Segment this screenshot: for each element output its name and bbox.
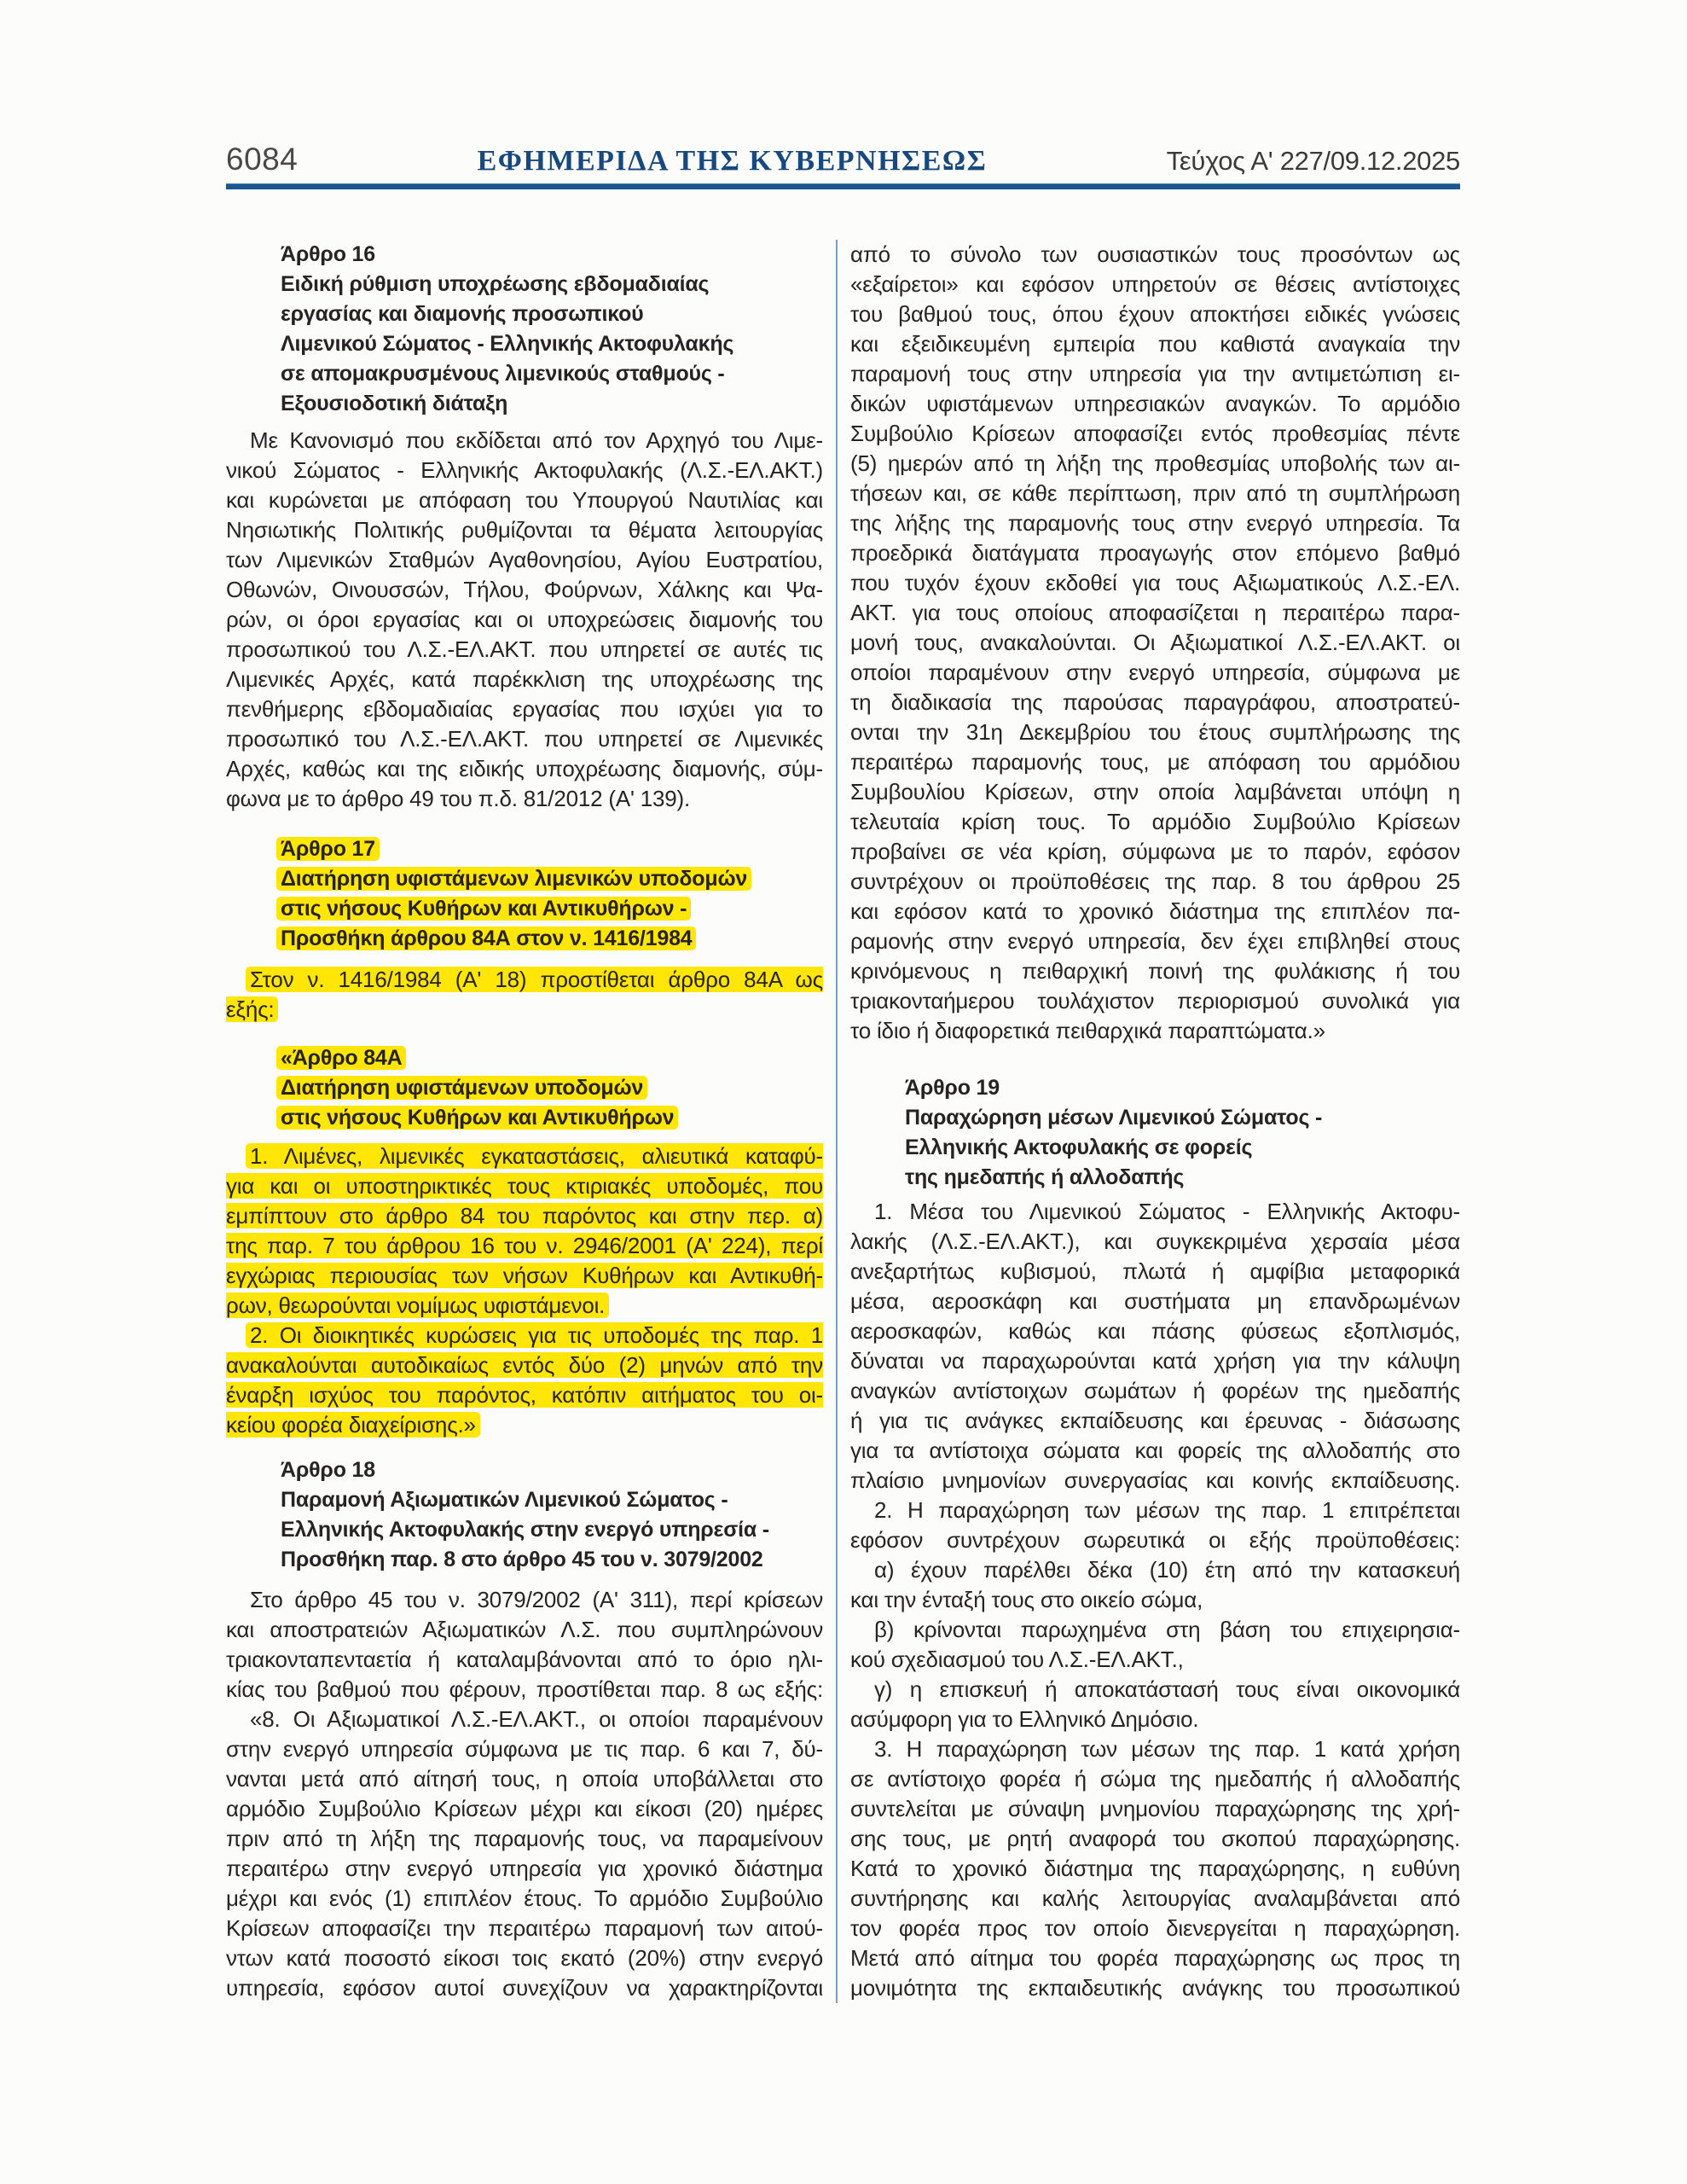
text-line: κείου φορέα διαχείρισης.» xyxy=(226,1412,476,1438)
text-line: λακής (Λ.Σ.-ΕΛ.ΑΚΤ.), και συγκεκριμένα χερσαία μέσα xyxy=(850,1228,1460,1254)
text-line: εφόσον συντρέχουν σωρευτικά οι εξής προϋποθέσεις: xyxy=(850,1527,1460,1553)
text-line: εγχώριας περιουσίας των νήσων Κυθήρων και Αντικυθή- xyxy=(226,1263,823,1288)
text-line: Με Κανονισμό που εκδίδεται από τον Αρχηγό του Λιμε- xyxy=(250,427,823,453)
text-line: μέσα, αεροσκάφη και συστήματα μη επανδρωμένων xyxy=(850,1288,1460,1314)
heading-line: Άρθρο 16 xyxy=(281,242,375,266)
paragraph xyxy=(226,965,823,1025)
text-line: ανακαλούνται αυτοδικαίως εντός δύο (2) μηνών από την xyxy=(226,1352,823,1378)
paragraph xyxy=(226,1585,823,2003)
heading-line: Παραχώρηση μέσων Λιμενικού Σώματος - xyxy=(905,1106,1323,1130)
paragraph xyxy=(850,1197,1460,2003)
heading-line: «Άρθρο 84Α xyxy=(281,1046,403,1070)
heading-line: Προσθήκη παρ. 8 στο άρθρο 45 του ν. 3079/2002 xyxy=(281,1548,763,1571)
text-line: και κυρώνεται με απόφαση του Υπουργού Ναυτιλίας και xyxy=(226,487,823,513)
text-line: και αποστρατειών Αξιωματικών Λ.Σ. που συμπληρώνουν xyxy=(226,1617,823,1642)
text-line: στην ενεργό υπηρεσία σύμφωνα με τις παρ. 6 και 7, δύ- xyxy=(226,1736,823,1762)
paragraph xyxy=(226,426,823,814)
paragraph xyxy=(226,1141,823,1321)
text-line: τήσεων και, σε κάθε περίπτωση, πριν από τη συμπλήρωση xyxy=(850,480,1460,506)
text-line: ονται την 31η Δεκεμβρίου του έτους συμπλήρωσης της xyxy=(850,719,1460,745)
article-heading xyxy=(226,240,823,419)
text-line: περαιτέρω στην ενεργό υπηρεσία για χρονικό διάστημα xyxy=(226,1856,823,1881)
text-line: ρων, θεωρούνται νομίμως υφιστάμενοι. xyxy=(226,1292,606,1318)
text-line: ρών, οι όροι εργασίας και οι υποχρεώσεις διαμονής του xyxy=(226,607,823,632)
text-line: «8. Οι Αξιωματικοί Λ.Σ.-ΕΛ.ΑΚΤ., οι οποίοι παραμένουν xyxy=(250,1706,823,1732)
text-line: περαιτέρω παραμονής τους, με απόφαση του αρμόδιου xyxy=(850,749,1460,775)
page-header xyxy=(226,142,1460,177)
text-line: ραμονής στην ενεργό υπηρεσία, δεν έχει επιβληθεί στους xyxy=(850,928,1460,954)
text-line: σης τους, με ρητή αναφορά του σκοπού παραχώρησης. xyxy=(850,1826,1460,1851)
text-line: ανεξαρτήτως κυβισμού, πλωτά ή αμφίβια μεταφορικά xyxy=(850,1258,1460,1284)
text-line: νανται μετά από αίτησή τους, η οποία υποβάλλεται στο xyxy=(226,1766,823,1792)
text-line: και εφόσον κατά το χρονικό διάστημα της επιπλέον πα- xyxy=(850,898,1460,924)
text-line: Λιμενικές Αρχές, κατά παρέκκλιση της υποχρέωσης της xyxy=(226,666,823,692)
heading-line: στις νήσους Κυθήρων και Αντικυθήρων - xyxy=(281,897,687,921)
text-line: α) έχουν παρέλθει δέκα (10) έτη από την κατασκευή xyxy=(874,1557,1460,1583)
text-line: μονή τους, ανακαλούνται. Οι Αξιωματικοί Λ.Σ.-ΕΛ.ΑΚΤ. οι xyxy=(850,630,1460,655)
text-line: συντρέχουν οι προϋποθέσεις της παρ. 8 του άρθρου 25 xyxy=(850,868,1460,894)
heading-line: Ελληνικής Ακτοφυλακής στην ενεργό υπηρεσία - xyxy=(281,1518,769,1542)
text-line: τελευταία κρίση τους. Το αρμόδιο Συμβούλιο Κρίσεων xyxy=(850,809,1460,834)
text-line: έναρξη ισχύος του παρόντος, κατόπιν αιτήματος του οι- xyxy=(226,1382,823,1408)
text-line: εξής: xyxy=(226,996,275,1022)
text-line: συντελείται με σύναψη μνημονίου παραχώρησης της χρή- xyxy=(850,1796,1460,1821)
text-line: προσωπικού του Λ.Σ.-ΕΛ.ΑΚΤ. που υπηρετεί σε αυτές τις xyxy=(226,636,823,662)
text-line: της παρ. 7 του άρθρου 16 του ν. 2946/2001 (Α' 224), περί xyxy=(226,1233,823,1258)
text-line: αεροσκαφών, καθώς και πάσης φύσεως εξοπλισμός, xyxy=(850,1318,1460,1344)
text-line: ΑΚΤ. για τους οποίους αποφασίζεται η περαιτέρω παρα- xyxy=(850,600,1460,625)
heading-line: της ημεδαπής ή αλλοδαπής xyxy=(905,1165,1185,1189)
left-column xyxy=(226,240,823,2003)
paragraph xyxy=(226,1321,823,1440)
text-line: της λήξης της παραμονής τους στην ενεργό υπηρεσία. Τα xyxy=(850,510,1460,536)
text-line: μέχρι και ενός (1) επιπλέον έτους. Το αρμόδιο Συμβούλιο xyxy=(226,1885,823,1911)
text-line: τριακονταπενταετία ή καταλαμβάνονται από το όριο ηλι- xyxy=(226,1647,823,1672)
text-line: δύναται να παραχωρούνται κατά χρήση για την κάλυψη xyxy=(850,1348,1460,1374)
text-line: πριν από τη λήξη της παραμονής τους, να παραμείνουν xyxy=(226,1826,823,1851)
heading-line: Άρθρο 17 xyxy=(281,837,375,861)
text-line: νικού Σώματος - Ελληνικής Ακτοφυλακής (Λ.Σ.-ΕΛ.ΑΚΤ.) xyxy=(226,457,823,483)
text-line: τη διαδικασία της παρούσας παραγράφου, αποστρατεύ- xyxy=(850,689,1460,715)
text-line: για και οι υποστηρικτικές τους κτιριακές υποδομές, που xyxy=(226,1173,823,1199)
text-line: Συμβούλιο Κρίσεων αποφασίζει εντός προθεσμίας πέντε xyxy=(850,421,1460,446)
heading-line: Παραμονή Αξιωματικών Λιμενικού Σώματος - xyxy=(281,1488,728,1512)
text-line: και εξειδικευμένη εμπειρία που καθιστά αναγκαία την xyxy=(850,331,1460,357)
text-line: γ) η επισκευή ή αποκατάστασή τους είναι οικονομικά xyxy=(874,1676,1460,1702)
heading-line: Ειδική ρύθμιση υποχρέωσης εβδομαδιαίας xyxy=(281,272,710,296)
text-line: για τα αντίστοιχα σώματα και φορείς της αλλοδαπής στο xyxy=(850,1438,1460,1463)
text-line: Νησιωτικής Πολιτικής ρυθμίζονται τα θέματα λειτουργίας xyxy=(226,517,823,543)
text-line: κρινόμενους η πειθαρχική ποινή της φυλάκισης ή του xyxy=(850,958,1460,984)
text-line: φωνα με το άρθρο 49 του π.δ. 81/2012 (Α' 139). xyxy=(226,786,691,811)
heading-line: Εξουσιοδοτική διάταξη xyxy=(281,392,508,415)
heading-line: Ελληνικής Ακτοφυλακής σε φορείς xyxy=(905,1136,1253,1159)
article-heading xyxy=(226,834,823,954)
text-line: δικών υφιστάμενων υπηρεσιακών αναγκών. Το αρμόδιο xyxy=(850,391,1460,416)
text-line: 3. Η παραχώρηση των μέσων της παρ. 1 κατά χρήση xyxy=(874,1736,1460,1762)
text-line: Κρίσεων αποφασίζει την περαιτέρω παραμονή των αιτού- xyxy=(226,1915,823,1941)
heading-line: Λιμενικού Σώματος - Ελληνικής Ακτοφυλακής xyxy=(281,332,734,356)
text-line: οποίοι παραμένουν στην ενεργό υπηρεσία, σύμφωνα με xyxy=(850,659,1460,685)
header-rule xyxy=(226,183,1460,189)
text-line: των Λιμενικών Σταθμών Αγαθονησίου, Αγίου Ευστρατίου, xyxy=(226,547,823,572)
text-line: 1. Λιμένες, λιμενικές εγκαταστάσεις, αλιευτικά καταφύ- xyxy=(250,1143,823,1169)
text-line: πενθήμερης εβδομαδιαίας εργασίας που ισχύει για το xyxy=(226,696,823,722)
text-line: που τυχόν έχουν εκδοθεί για τους Αξιωματικούς Λ.Σ.-ΕΛ. xyxy=(850,570,1460,595)
text-line: εμπίπτουν στο άρθρο 84 του παρόντος και στην περ. α) xyxy=(226,1203,823,1228)
text-line: αναγκών αντίστοιχων σωμάτων ή φορέων της ημεδαπής xyxy=(850,1378,1460,1403)
text-line: από το σύνολο των ουσιαστικών τους προσόντων ως xyxy=(850,241,1460,267)
text-line: προεδρικά διατάγματα προαγωγής στον επόμενο βαθμό xyxy=(850,540,1460,566)
text-line: ασύμφορη για το Ελληνικό Δημόσιο. xyxy=(850,1706,1199,1732)
text-line: 2. Οι διοικητικές κυρώσεις για τις υποδομές της παρ. 1 xyxy=(250,1322,823,1348)
text-line: σε αντίστοιχο φορέα ή σώμα της ημεδαπής ή αλλοδαπής xyxy=(850,1766,1460,1792)
text-line: 1. Μέσα του Λιμενικού Σώματος - Ελληνικής Ακτοφυ- xyxy=(874,1199,1460,1224)
page-number: 6084 xyxy=(226,142,299,177)
text-columns xyxy=(226,240,1460,2003)
heading-line: Άρθρο 18 xyxy=(281,1458,375,1482)
article-heading xyxy=(226,1455,823,1575)
text-line: του βαθμού τους, όπου έχουν αποκτήσει ειδικές γνώσεις xyxy=(850,301,1460,327)
text-line: Οθωνών, Οινουσσών, Τήλου, Φούρνων, Χάλκης και Ψα- xyxy=(226,577,823,602)
issue-info: Τεύχος Α' 227/09.12.2025 xyxy=(1166,146,1460,176)
text-line: 2. Η παραχώρηση των μέσων της παρ. 1 επιτρέπεται xyxy=(874,1497,1460,1523)
text-line: μονιμότητα της εκπαιδευτικής ανάγκης του προσωπικού xyxy=(850,1975,1460,2001)
article-heading xyxy=(850,1073,1460,1193)
article-heading xyxy=(226,1043,823,1133)
text-line: (5) ημερών από τη λήξη της προθεσμίας υποβολής των αι- xyxy=(850,450,1460,476)
text-line: προβαίνει σε νέα κρίση, σύμφωνα με το παρόν, εφόσον xyxy=(850,839,1460,864)
heading-line: σε απομακρυσμένους λιμενικούς σταθμούς - xyxy=(281,362,725,386)
text-line: αρμόδιο Συμβούλιο Κρίσεων μέχρι και είκοσι (20) ημέρες xyxy=(226,1796,823,1821)
text-line: Στο άρθρο 45 του ν. 3079/2002 (Α' 311), περί κρίσεων xyxy=(250,1587,823,1612)
text-line: παραμονή τους στην υπηρεσία για την αντιμετώπιση ει- xyxy=(850,361,1460,386)
text-line: και την ένταξή τους στο οικείο σώμα, xyxy=(850,1587,1203,1612)
heading-line: Προσθήκη άρθρου 84Α στον ν. 1416/1984 xyxy=(281,926,693,950)
heading-line: εργασίας και διαμονής προσωπικού xyxy=(281,302,644,326)
text-line: τριακονταήμερου τουλάχιστον περιορισμού συνολικά για xyxy=(850,988,1460,1014)
heading-line: Διατήρηση υφιστάμενων λιμενικών υποδομών xyxy=(281,867,748,891)
paragraph xyxy=(850,240,1460,1046)
text-line: συντήρησης και καλής λειτουργίας αναλαμβάνεται από xyxy=(850,1885,1460,1911)
text-line: Μετά από αίτημα του φορέα παραχώρησης ως προς τη xyxy=(850,1945,1460,1971)
text-line: το ίδιο ή διαφορετικά πειθαρχικά παραπτώματα.» xyxy=(850,1018,1325,1043)
text-line: κίας του βαθμού που φέρουν, προστίθεται παρ. 8 ως εξής: xyxy=(226,1676,823,1702)
text-line: ή για τις ανάγκες εκπαίδευσης και έρευνας - διάσωσης xyxy=(850,1408,1460,1433)
text-line: κού σχεδιασμού του Λ.Σ.-ΕΛ.ΑΚΤ., xyxy=(850,1647,1184,1672)
text-line: Συμβουλίου Κρίσεων, στην οποία λαμβάνεται υπόψη η xyxy=(850,779,1460,804)
text-line: υπηρεσία, εφόσον αυτοί συνεχίζουν να χαρακτηρίζονται xyxy=(226,1975,823,2001)
text-line: πλαίσιο μνημονίων συνεργασίας και κοινής εκπαίδευσης. xyxy=(850,1467,1460,1493)
text-line: «εξαίρετοι» και εφόσον υπηρετούν σε θέσεις αντίστοιχες xyxy=(850,271,1460,297)
text-line: β) κρίνονται παρωχημένα στη βάση του επιχειρησια- xyxy=(874,1617,1460,1642)
text-line: τον φορέα προς τον οποίο διενεργείται η παραχώρηση. xyxy=(850,1915,1460,1941)
right-column xyxy=(850,240,1460,2003)
heading-line: Άρθρο 19 xyxy=(905,1076,1000,1100)
text-line: Στον ν. 1416/1984 (Α' 18) προστίθεται άρθρο 84Α ως xyxy=(250,967,823,992)
text-line: ντων κατά ποσοστό είκοσι τοις εκατό (20%) στην ενεργό xyxy=(226,1945,823,1971)
heading-line: Διατήρηση υφιστάμενων υποδομών xyxy=(281,1076,644,1100)
gazette-title: ΕΦΗΜΕΡΙΔΑ ΤΗΣ ΚΥΒΕΡΝΗΣΕΩΣ xyxy=(477,145,988,177)
column-divider xyxy=(836,240,838,2003)
heading-line: στις νήσους Κυθήρων και Αντικυθήρων xyxy=(281,1106,675,1130)
text-line: προσωπικό του Λ.Σ.-ΕΛ.ΑΚΤ. που υπηρετεί σε Λιμενικές xyxy=(226,726,823,752)
column-gutter xyxy=(823,240,850,2003)
text-line: Κατά το χρονικό διάστημα της παραχώρησης, η ευθύνη xyxy=(850,1856,1460,1881)
text-line: Αρχές, καθώς και της ειδικής υποχρέωσης διαμονής, σύμ- xyxy=(226,756,823,781)
